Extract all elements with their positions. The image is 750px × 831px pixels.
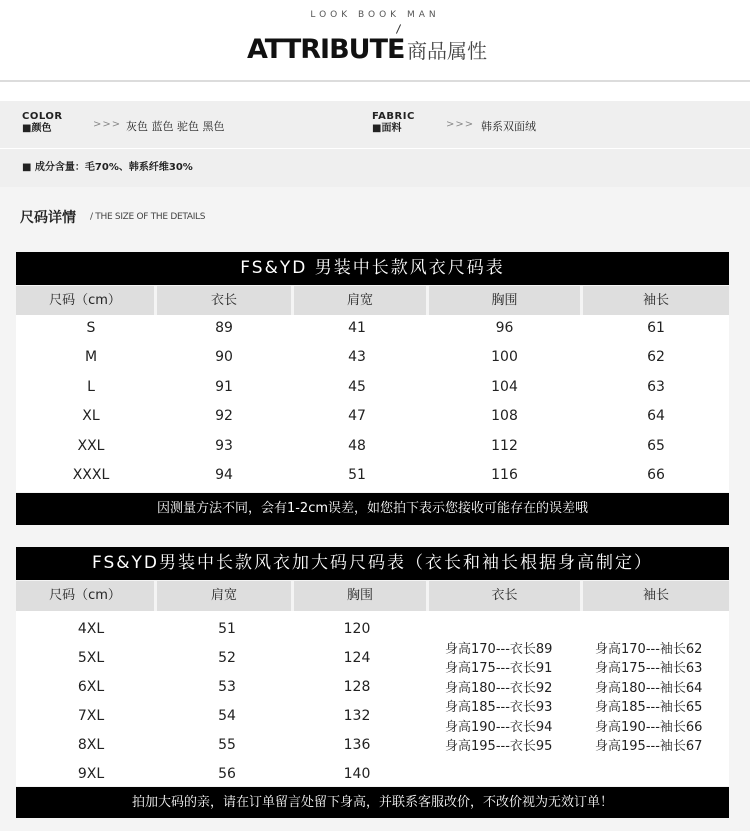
table1-cell: 116 [491,467,518,483]
table1-note-bar: 因测量方法不同，会有1-2cm误差，如您拍下表示您接收可能存在的误差哦 [16,493,729,525]
table2-header-shoulder: 肩宽 [157,581,291,611]
table1-cell: M [84,349,98,365]
table2-header-chest: 胸围 [294,581,426,611]
color-arrows: >>> [93,119,122,130]
details-subtitle: / THE SIZE OF THE DETAILS [90,212,206,222]
sleeve-by-height-list [595,640,702,756]
table1-cell: 63 [647,379,665,395]
table2-cell: 51 [218,621,236,637]
table1-title-bar: FS&YD 男装中长款风衣尺码表 [16,252,729,285]
fabric-value: 韩系双面绒 [481,120,536,133]
length-by-height-item: 身高195---衣长95 [445,739,553,755]
table1-cell: 90 [215,349,233,365]
table1-cell: 61 [647,320,665,336]
header-slash-divider [396,24,401,33]
table1-cell: 45 [348,379,366,395]
attributes-divider [0,148,750,149]
table1-cell: 96 [495,320,514,336]
table1-cell: 64 [647,408,665,424]
table2-header-sleeve: 袖长 [583,581,729,611]
table1-cell: 65 [647,438,665,454]
color-label-cn: ■颜色 [22,123,52,134]
table1-cell: L [87,379,95,395]
table1-header-size: 尺码（cm） [16,286,154,315]
table1-cell: 108 [491,408,518,424]
table2-cell: 120 [343,621,371,637]
table2-cell: 7XL [77,708,105,724]
table2-cell: 140 [343,766,371,782]
table1-cell: 89 [215,320,233,336]
table1-cell: 91 [215,379,233,395]
sleeve-by-height-item: 身高175---袖长63 [595,661,703,677]
length-by-height-item: 身高175---衣长91 [445,661,553,677]
table1-cell: 104 [491,379,518,395]
table2-cell: 132 [343,708,371,724]
table2-cell: 6XL [77,679,105,695]
table2-cell: 55 [218,737,236,753]
length-by-height-item: 身高180---衣长92 [445,680,553,696]
table1-cell: XXL [77,438,105,454]
sleeve-by-height-item: 身高195---袖长67 [595,739,703,755]
table1-cell: 66 [647,467,665,483]
table1-cell: 100 [491,349,518,365]
table1-cell: XXXL [72,467,110,483]
length-by-height-list [445,640,552,756]
table1-header-shoulder: 肩宽 [294,286,426,315]
color-label [22,111,63,135]
table1-cell: 48 [348,438,366,454]
table2-cell: 128 [343,679,371,695]
table2-cell: 56 [218,766,236,782]
color-label-en: COLOR [22,111,63,122]
table1-cell: 93 [215,438,233,454]
sleeve-by-height-item: 身高190---袖长66 [595,719,703,735]
header-title-cn: 商品属性 [407,39,487,63]
table2-cell: 52 [218,650,236,666]
table2-note-bar: 拍加大码的亲，请在订单留言处留下身高，并联系客服改价，不改价视为无效订单！ [16,787,729,818]
sleeve-by-height-item: 身高185---袖长65 [595,700,703,716]
table2-cell: 9XL [77,766,105,782]
table1-cell: 92 [215,408,233,424]
table1-header-chest: 胸围 [429,286,580,315]
table2-cell: 124 [343,650,371,666]
table2-cell: 136 [343,737,371,753]
length-by-height-item: 身高190---衣长94 [445,719,553,735]
table1-cell: 94 [215,467,233,483]
header-rule [0,80,750,82]
table2-cell: 5XL [77,650,105,666]
length-by-height-item: 身高185---衣长93 [445,700,553,716]
table2-cell: 8XL [77,737,105,753]
header-title-en: ATTRIBUTE [247,34,405,65]
page-header [0,0,750,82]
table1-cell: S [86,320,96,336]
sleeve-by-height-item: 身高170---袖长62 [595,642,703,657]
fabric-label-en: FABRIC [372,111,415,122]
table2-header-length: 衣长 [429,581,580,611]
table1-cell: 62 [647,349,665,365]
table1-cell: 43 [348,349,366,365]
table1-cell: 47 [348,408,366,424]
table2-header-size: 尺码（cm） [16,581,154,611]
table1-body [16,315,729,492]
fabric-arrows: >>> [446,119,475,130]
table2-title-bar: FS&YD男装中长款风衣加大码尺码表（衣长和袖长根据身高制定） [16,547,729,580]
table1-header-length: 衣长 [157,286,291,315]
table1-header-sleeve: 袖长 [583,286,729,315]
table1-cell: 112 [491,438,518,454]
table2-cell: 53 [218,679,236,695]
header-tagline: LOOK BOOK MAN [310,10,440,20]
table1-cell: XL [82,408,100,424]
table1-cell: 51 [348,467,366,483]
table1-cell: 41 [348,320,366,336]
fabric-label [372,111,415,135]
composition-text: ■ 成分含量：毛70%、韩系纤维30% [22,162,193,173]
length-by-height-item: 身高170---衣长89 [445,642,553,657]
table2-cell: 4XL [77,621,105,637]
sleeve-by-height-item: 身高180---袖长64 [595,680,703,696]
table2-cell: 54 [218,708,236,724]
details-title: 尺码详情 [20,210,76,226]
fabric-label-cn: ■面料 [372,123,402,134]
color-values: 灰色 蓝色 驼色 黑色 [126,120,225,133]
